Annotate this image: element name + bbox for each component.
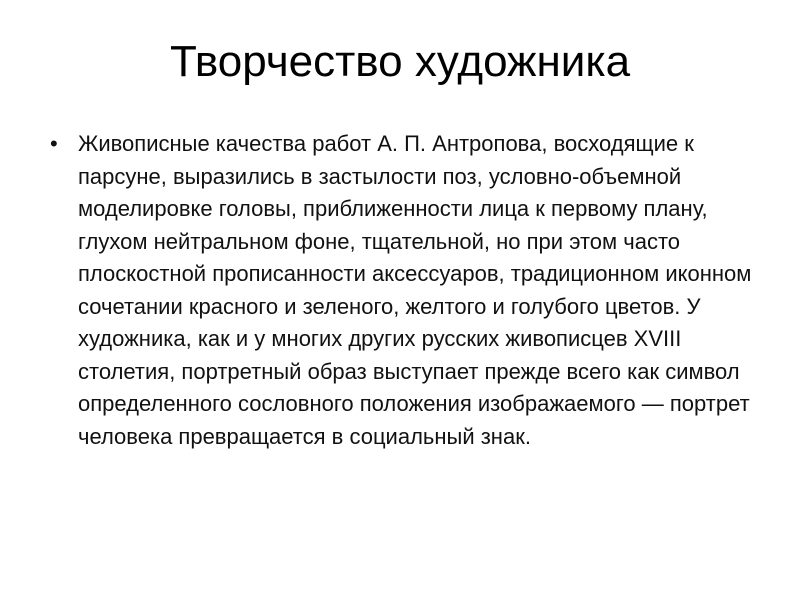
slide-title: Творчество художника	[169, 37, 631, 86]
bullet-item	[40, 128, 760, 453]
bullet-text: Живописные качества работ А. П. Антропова, восходящие к парсуне, выразились в застылости поз, условно-объемной моделировке головы, приближенности лица к первому плану, глухом нейтральном фоне, тщательной, но при этом часто плоскостной прописанности аксессуаров, традиционном иконном сочетании красного и зеленого, желтого и голубого цветов. У художника, как и у многих других русских живописцев XVIII столетия, портретный образ выступает прежде всего как символ определенного сословного положения изображаемого — портрет человека превращается в социальный знак.	[78, 131, 752, 449]
bullet-list	[40, 128, 760, 453]
bullet-dot-icon: •	[50, 131, 58, 156]
